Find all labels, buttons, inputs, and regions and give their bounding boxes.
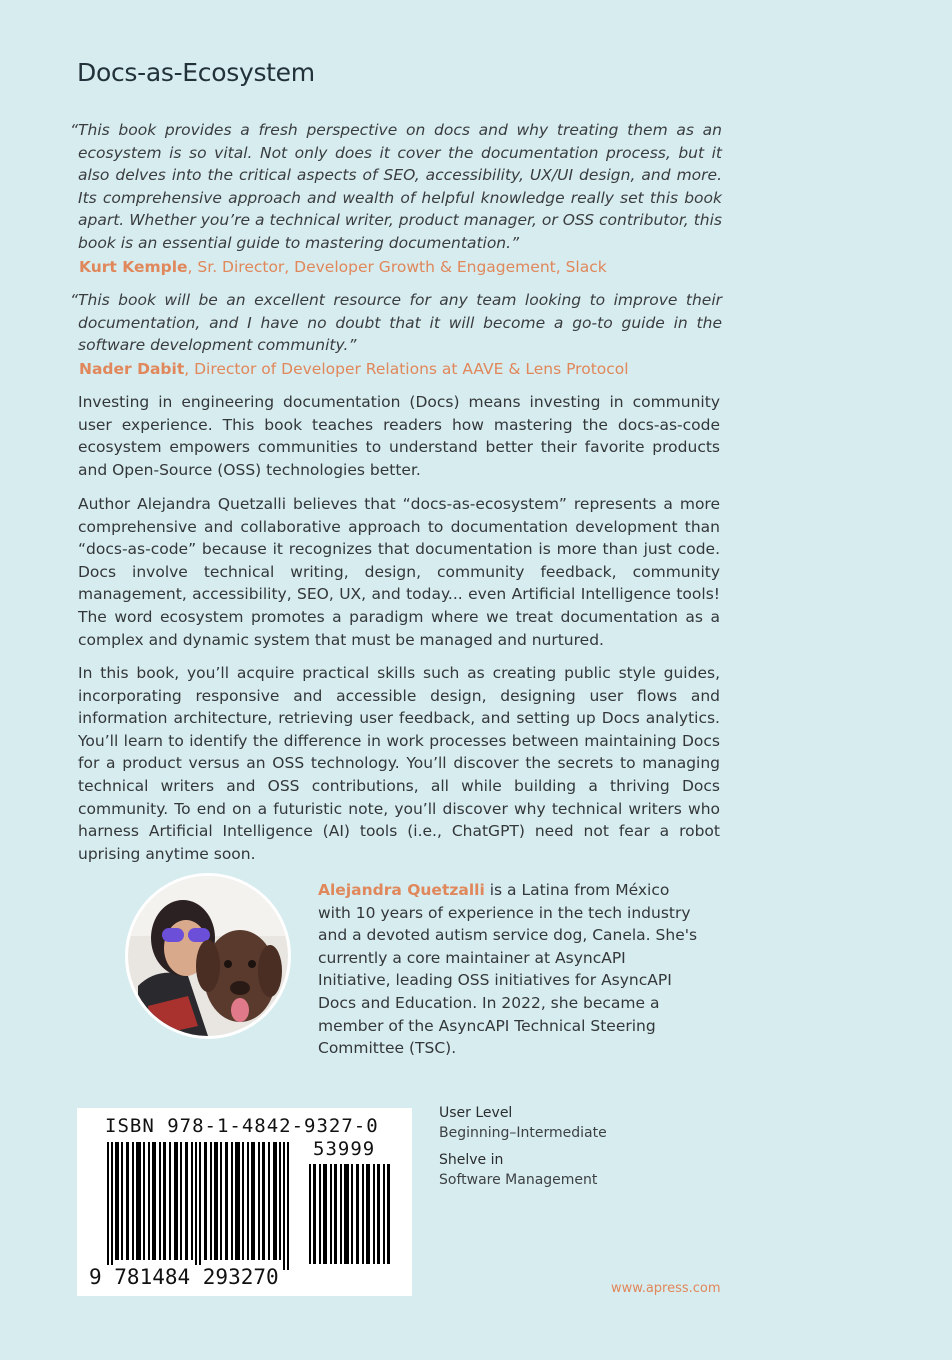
description-paragraph-1: Investing in engineering documentation (Docs) means investing in community user experience. This book teaches readers how mastering the docs-as-code ecosystem empowers communities to understand better their favorite products and Open-Source (OSS) technologies better. xyxy=(78,393,720,479)
quote-attribution xyxy=(70,256,722,279)
shelve-in-value: Software Management xyxy=(439,1172,598,1188)
book-title: Docs-as-Ecosystem xyxy=(77,58,315,87)
isbn-number: ISBN 978-1-4842-9327-0 xyxy=(105,1115,379,1137)
author-name: Alejandra Quetzalli xyxy=(318,881,485,899)
quote-author-role: , Sr. Director, Developer Growth & Engagement, Slack xyxy=(187,257,607,276)
user-level-label: User Level xyxy=(439,1105,513,1121)
author-bio-text: is a Latina from México with 10 years of experience in the tech industry and a devoted autism service dog, Canela. She's currently a core maintainer at AsyncAPI Initiative, leading OSS initiatives for AsyncAPI Docs and Education. In 2022, she became a member of the AsyncAPI Technical Steering Committee (TSC). xyxy=(318,881,698,1058)
shelve-in-label: Shelve in xyxy=(439,1152,504,1168)
ean-barcode-bars xyxy=(107,1142,303,1270)
description-paragraph-3: In this book, you’ll acquire practical skills such as creating public style guides, incorporating responsive and accessible design, designing user flows and information architecture, retrieving user feedback, and setting up Docs analytics. You’ll learn to identify the difference in work processes between maintaining Docs for a product versus an OSS technology. You’ll discover the secrets to managing technical writers and OSS contributions, all while building a thriving Docs community. To end on a futuristic note, you’ll discover why technical writers who harness Artificial Intelligence (AI) tools (i.e., ChatGPT) need not fear a robot uprising anytime soon. xyxy=(78,664,720,863)
quote-author-role: , Director of Developer Relations at AAVE & Lens Protocol xyxy=(184,359,629,378)
isbn-barcode xyxy=(77,1108,412,1296)
user-level xyxy=(439,1103,607,1143)
quote-text: “This book will be an excellent resource for any team looking to improve their documentation, and I have no doubt that it will become a go-to guide in the software development community.” xyxy=(70,291,722,355)
testimonial-quote-1 xyxy=(70,119,722,278)
ean-number: 9 781484 293270 xyxy=(89,1265,279,1289)
quote-author-name: Kurt Kemple xyxy=(79,257,188,276)
user-level-value: Beginning–Intermediate xyxy=(439,1125,607,1141)
quote-text: “This book provides a fresh perspective on docs and why treating them as an ecosystem is so vital. Not only does it cover the documentation process, but it also delves into the critical aspects of SEO, accessibility, UX/UI design, and more. Its comprehensive approach and wealth of helpful knowledge really set this book apart. Whether you’re a technical writer, product manager, or OSS contributor, this book is an essential guide to mastering documentation.” xyxy=(70,121,722,252)
testimonial-quote-2 xyxy=(70,289,722,380)
price-barcode-bars xyxy=(309,1164,391,1264)
shelve-in xyxy=(439,1150,597,1190)
author-photo xyxy=(128,876,288,1036)
author-bio xyxy=(318,879,703,1060)
quote-author-name: Nader Dabit xyxy=(79,359,185,378)
quote-attribution xyxy=(70,358,722,381)
price-code: 53999 xyxy=(313,1138,376,1160)
publisher-url[interactable]: www.apress.com xyxy=(611,1281,721,1296)
description-paragraph-2: Author Alejandra Quetzalli believes that “docs-as-ecosystem” represents a more comprehensive and collaborative approach to documentation development than “docs-as-code” because it recognizes that documentation is more than just code. Docs involve technical writing, design, community feedback, community management, accessibility, SEO, UX, and today... even Artificial Intelligence tools! The word ecosystem promotes a paradigm where we treat documentation as a complex and dynamic system that must be managed and nurtured. xyxy=(78,495,720,649)
